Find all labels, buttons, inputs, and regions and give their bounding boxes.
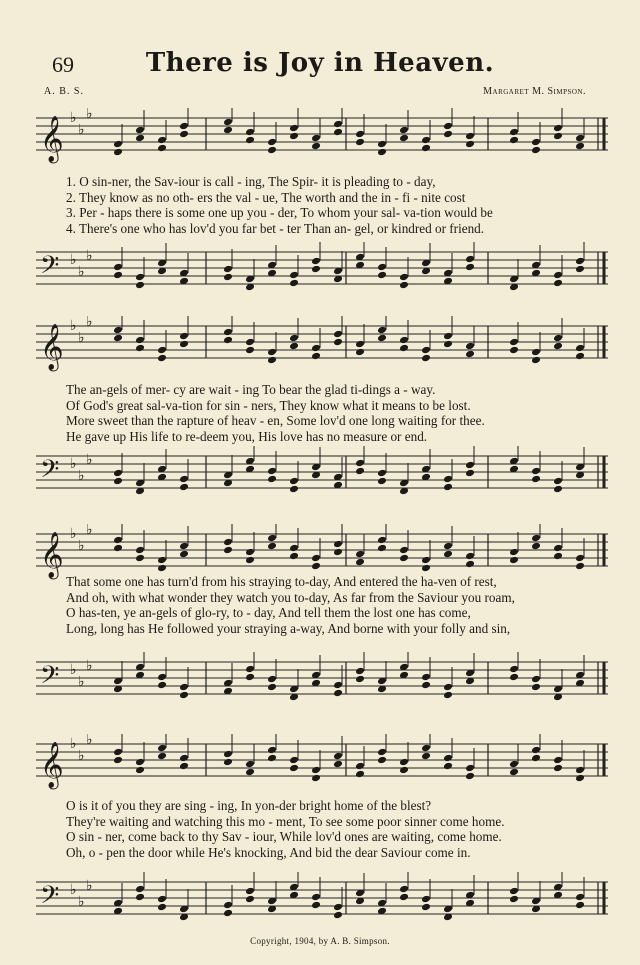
- page-number: 69: [52, 52, 74, 77]
- flat-icon: ♭: [70, 319, 77, 334]
- flat-icon: ♭: [86, 249, 93, 264]
- flat-icon: ♭: [78, 469, 85, 484]
- verse-4-line: He gave up His life to re-deem you, His love has no measure or end.: [66, 429, 428, 445]
- verse-1-line: That some one has turn'd from his straying to-day, And entered the ha-ven of rest,: [66, 574, 497, 589]
- verse-3-line: More sweet than the rapture of heav - en, Some lov'd one long waiting for thee.: [66, 413, 485, 429]
- flat-icon: ♭: [78, 895, 85, 910]
- bass-clef-icon: 𝄢: [40, 251, 60, 286]
- flat-icon: ♭: [78, 675, 85, 690]
- verse-2-line: And oh, with what wonder they watch you to-day, As far from the Saviour you roam,: [66, 589, 515, 605]
- treble-clef-icon: 𝄞: [40, 116, 64, 162]
- verse-lyrics: [66, 798, 626, 861]
- bass-staff: [36, 652, 608, 712]
- treble-staff: [36, 316, 608, 376]
- verse-lyrics: [66, 174, 626, 237]
- flat-icon: ♭: [86, 524, 93, 538]
- flat-icon: ♭: [86, 108, 93, 122]
- bass-staff: [36, 446, 608, 506]
- flat-icon: ♭: [78, 539, 85, 554]
- hymn-title: There is Joy in Heaven.: [145, 48, 495, 78]
- bass-staff: [36, 242, 608, 302]
- flat-icon: ♭: [78, 331, 85, 346]
- notes: [113, 524, 585, 572]
- flat-icon: ♭: [78, 265, 85, 280]
- bass-clef-icon: 𝄢: [40, 661, 60, 696]
- flat-icon: ♭: [86, 734, 93, 748]
- verse-1-line: O is it of you they are sing - ing, In yon-der bright home of the blest?: [66, 798, 432, 813]
- flat-icon: ♭: [86, 879, 93, 894]
- verse-3-line: O has-ten, ye an-gels of glo-ry, to - day, And tell them the lost one has come,: [66, 605, 471, 621]
- treble-clef-icon: 𝄞: [40, 742, 64, 788]
- flat-icon: ♭: [78, 123, 85, 138]
- flat-icon: ♭: [86, 316, 93, 330]
- flat-icon: ♭: [70, 663, 77, 678]
- treble-staff: [36, 108, 608, 168]
- flat-icon: ♭: [70, 883, 77, 898]
- flat-icon: ♭: [78, 749, 85, 764]
- verse-2-line: 2. They know as no oth- ers the val - ue, The worth and the in - fi - nite cost: [66, 189, 466, 205]
- verse-3-line: O sin - ner, come back to thy Sav - iour, While lov'd ones are waiting, come home.: [66, 829, 502, 845]
- notes: [113, 316, 585, 364]
- flat-icon: ♭: [70, 737, 77, 752]
- verse-4-line: 4. There's one who has lov'd you far bet - ter Than an- gel, or kindred or friend.: [66, 221, 485, 237]
- flat-icon: ♭: [70, 111, 77, 126]
- flat-icon: ♭: [70, 457, 77, 472]
- flat-icon: ♭: [86, 659, 93, 674]
- verse-2-line: Of God's great sal-va-tion for sin - ners, They know what it means to be lost.: [66, 397, 471, 413]
- lyricist-credit: Margaret M. Simpson.: [483, 86, 586, 97]
- bass-clef-icon: 𝄢: [40, 881, 60, 916]
- treble-clef-icon: 𝄞: [40, 324, 64, 370]
- verse-lyrics: [66, 382, 626, 445]
- bass-staff: [36, 872, 608, 932]
- composer-credit: A. B. S.: [44, 86, 84, 97]
- verse-4-line: Oh, o - pen the door while He's knocking, And bid the dear Saviour come in.: [66, 845, 471, 861]
- verse-4-line: Long, long has He followed your straying a-way, And borne with your folly and sin,: [66, 621, 511, 637]
- bass-clef-icon: 𝄢: [40, 455, 60, 490]
- verse-lyrics: [66, 574, 626, 637]
- treble-clef-icon: 𝄞: [40, 532, 64, 578]
- flat-icon: ♭: [70, 527, 77, 542]
- verse-2-line: They're waiting and watching this mo - ment, To see some poor sinner come home.: [66, 813, 505, 829]
- copyright-notice: Copyright, 1904, by A. B. Simpson.: [250, 936, 390, 946]
- flat-icon: ♭: [70, 253, 77, 268]
- notes: [113, 108, 585, 156]
- verse-3-line: 3. Per - haps there is some one up you - der, To whom your sal- va-tion would be: [66, 205, 493, 221]
- treble-staff: [36, 734, 608, 794]
- flat-icon: ♭: [86, 453, 93, 468]
- notes: [113, 734, 585, 782]
- verse-1-line: The an-gels of mer- cy are wait - ing To bear the glad ti-dings a - way.: [66, 382, 436, 397]
- verse-1-line: 1. O sin-ner, the Sav-iour is call - ing, The Spir- it is pleading to - day,: [66, 174, 436, 189]
